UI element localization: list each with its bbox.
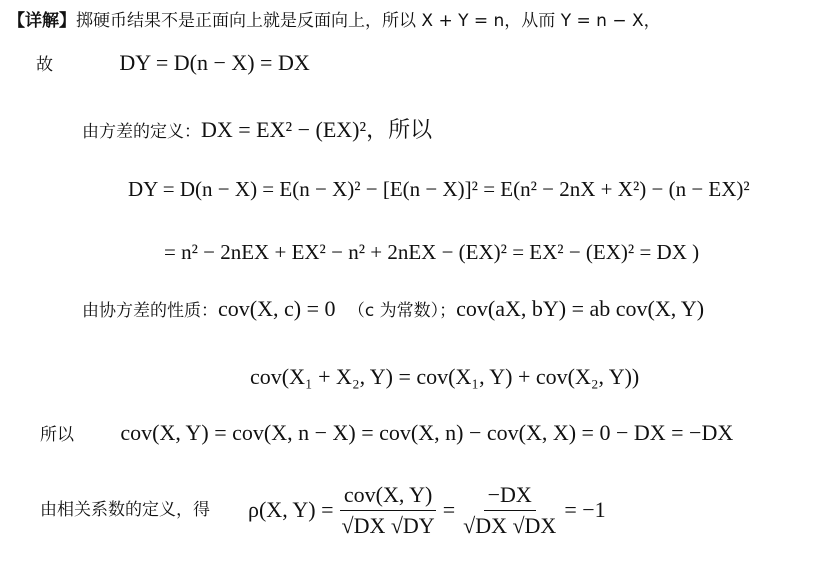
line-1 <box>36 50 310 78</box>
line-4-math: = n² − 2nEX + EX² − n² + 2nEX − (EX)² = EX² − (EX)² = DX ) <box>164 240 700 264</box>
fraction-1-numerator: cov(X, Y) <box>340 482 436 511</box>
fraction-cov-over-sqrt <box>338 482 439 539</box>
line-6 <box>250 364 639 390</box>
line-7-math: cov(X, Y) = cov(X, n − X) = cov(X, n) − cov(X, X) = 0 − DX = −DX <box>120 420 734 445</box>
line-5-note: （c 为常数）； <box>347 301 457 321</box>
line-2-text: 由方差的定义： <box>82 122 201 142</box>
header-text: 掷硬币结果不是正面向上就是反面向上，所以 X + Y = n，从而 Y = n − X， <box>76 11 661 31</box>
line-8-lhs: ρ(X, Y) = <box>248 497 334 522</box>
line-7-label: 所以 <box>40 425 74 445</box>
fraction-2-denominator: √DX √DX <box>463 512 557 538</box>
line-1-label: 故 <box>36 55 53 75</box>
line-2-math: DX = EX² − (EX)²，所以 <box>201 117 433 142</box>
fraction-1-denominator: √DX √DY <box>341 512 435 538</box>
solution-label: 【详解】 <box>8 11 76 31</box>
fraction-2-numerator: −DX <box>484 482 536 511</box>
line-1-math: DY = D(n − X) = DX <box>119 50 310 75</box>
line-5-text: 由协方差的性质： <box>82 301 218 321</box>
line-4 <box>164 239 699 265</box>
fraction-dx-over-sqrt <box>459 482 560 539</box>
line-2 <box>82 117 432 145</box>
line-5-math2: cov(aX, bY) = ab cov(X, Y) <box>456 296 705 321</box>
line-3-math: DY = D(n − X) = E(n − X)² − [E(n − X)]² = E(n² − 2nX + X²) − (n − EX)² <box>128 177 750 201</box>
line-7 <box>40 420 733 448</box>
line-5-math1: cov(X, c) = 0 <box>218 296 336 321</box>
line-8-result: = −1 <box>564 497 606 522</box>
line-8 <box>40 478 606 542</box>
header-line <box>8 6 661 34</box>
line-6-math: cov(X₁ + X₂, Y) = cov(X₁, Y) + cov(X₂, Y)) <box>250 364 640 389</box>
line-8-equals: = <box>442 497 456 522</box>
line-3 <box>128 176 750 202</box>
line-5 <box>82 296 704 324</box>
line-8-text: 由相关系数的定义，得 <box>40 500 210 520</box>
